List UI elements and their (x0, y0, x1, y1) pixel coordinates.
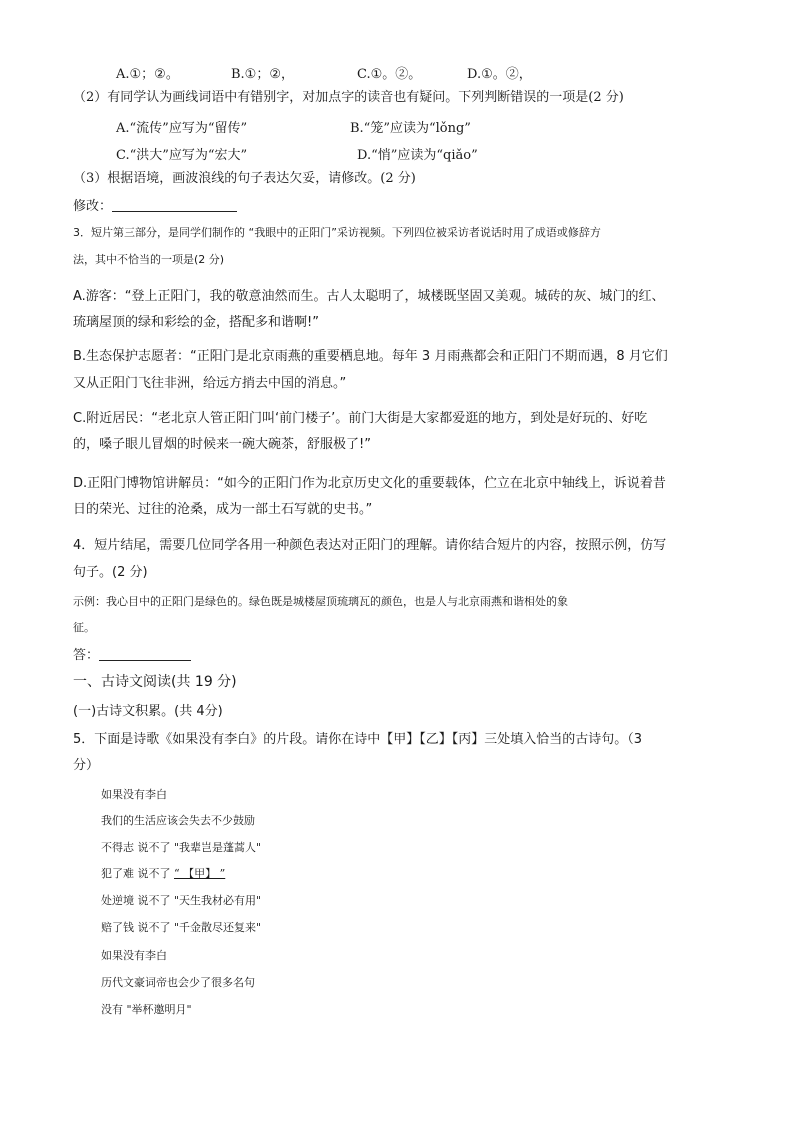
revise-answer-line (73, 199, 237, 213)
option-a: A.①；②。 (116, 67, 179, 82)
q4-answer-blank[interactable] (99, 648, 191, 661)
section-title: 一、古诗文阅读(共 19 分) (73, 674, 237, 690)
q3-stem-line1: 3．短片第三部分，是同学们制作的 “我眼中的正阳门”采访视频。下列四位被采访者说话时用了成语或修辞方 (73, 226, 601, 239)
q4-example-line1: 示例：我心目中的正阳门是绿色的。绿色既是城楼屋顶琉璃瓦的颜色，也是人与北京雨燕和谐相处的象 (73, 595, 568, 608)
q5-stem-line1: 5．下面是诗歌《如果没有李白》的片段。请你在诗中【甲】【乙】【丙】三处填入恰当的古诗句。（3 (73, 732, 643, 747)
q3-option-d-line1: D.正阳门博物馆讲解员：“如今的正阳门作为北京历史文化的重要载体，伫立在北京中轴线上，诉说着昔 (73, 476, 666, 491)
revise-label: 修改： (73, 199, 113, 214)
poem-line-5: 处逆境 说不了 "天生我材必有用" (101, 894, 262, 907)
q3-option-d-line2: 日的荣光、过往的沧桑，成为一部土石写就的史书。” (73, 502, 373, 517)
sub-question-3-stem: （3）根据语境，画波浪线的句子表达欠妥，请修改。(2 分) (73, 171, 416, 186)
sub2-option-a: A.“流传”应写为“留传” (116, 121, 248, 136)
q3-option-c-line2: 的，嗓子眼儿冒烟的时候来一碗大碗茶，舒服极了!” (73, 437, 371, 452)
q3-option-a-line2: 琉璃屋顶的绿和彩绘的金，搭配多和谐啊!” (73, 315, 319, 330)
poem-line-4-text: 犯了难 说不了 (101, 867, 171, 880)
poem-line-4 (101, 868, 225, 879)
sub-question-2-stem: （2）有同学认为画线词语中有错别字，对加点字的读音也有疑问。下列判断错误的一项是(2 分) (73, 90, 624, 105)
sub2-option-b: B.“笼”应读为“lǒng” (350, 121, 471, 136)
sub2-option-d: D.“悄”应读为“qiǎo” (357, 148, 478, 163)
q3-option-b-line2: 又从正阳门飞往非洲，给远方捎去中国的消息。” (73, 376, 347, 391)
q4-stem-line2: 句子。(2 分) (73, 565, 148, 580)
poem-line-1: 如果没有李白 (101, 788, 167, 801)
sub2-option-c: C.“洪大”应写为“宏大” (116, 148, 248, 163)
option-d: D.①。②， (467, 67, 532, 82)
option-b: B.①；②， (231, 67, 294, 82)
q4-answer-label: 答： (73, 648, 100, 663)
option-c: C.①。②。 (357, 67, 422, 82)
q3-option-b-line1: B.生态保护志愿者：“正阳门是北京雨燕的重要栖息地。每年 3 月雨燕都会和正阳门不期而遇，8 月它们 (73, 349, 668, 364)
poem-line-8: 历代文豪词帝也会少了很多名句 (101, 976, 255, 989)
poem-line-6: 赔了钱 说不了 "千金散尽还复来" (101, 921, 262, 934)
blank-jia[interactable]: “ 【甲】 ” (174, 867, 226, 880)
poem-line-9: 没有 "举杯邀明月" (101, 1003, 192, 1016)
q5-stem-line2: 分） (73, 758, 100, 773)
poem-line-7: 如果没有李白 (101, 949, 167, 962)
poem-line-2: 我们的生活应该会失去不少鼓励 (101, 814, 255, 827)
q4-answer-line (73, 648, 191, 662)
poem-line-3: 不得志 说不了 "我辈岂是蓬蒿人" (101, 841, 262, 854)
q3-option-a-line1: A.游客：“登上正阳门，我的敬意油然而生。古人太聪明了，城楼既坚固又美观。城砖的灰、城门的红、 (73, 289, 665, 304)
section-subtitle: (一)古诗文积累。(共 4分) (73, 704, 223, 719)
q4-stem-line1: 4．短片结尾，需要几位同学各用一种颜色表达对正阳门的理解。请你结合短片的内容，按照示例，仿写 (73, 538, 667, 553)
q3-option-c-line1: C.附近居民：“老北京人管正阳门叫‘前门楼子’。前门大街是大家都爱逛的地方，到处是好玩的、好吃 (73, 411, 648, 426)
q4-example-line2: 征。 (73, 621, 95, 634)
revise-answer-blank[interactable] (112, 199, 237, 212)
q3-stem-line2: 法，其中不恰当的一项是(2 分) (73, 253, 225, 266)
